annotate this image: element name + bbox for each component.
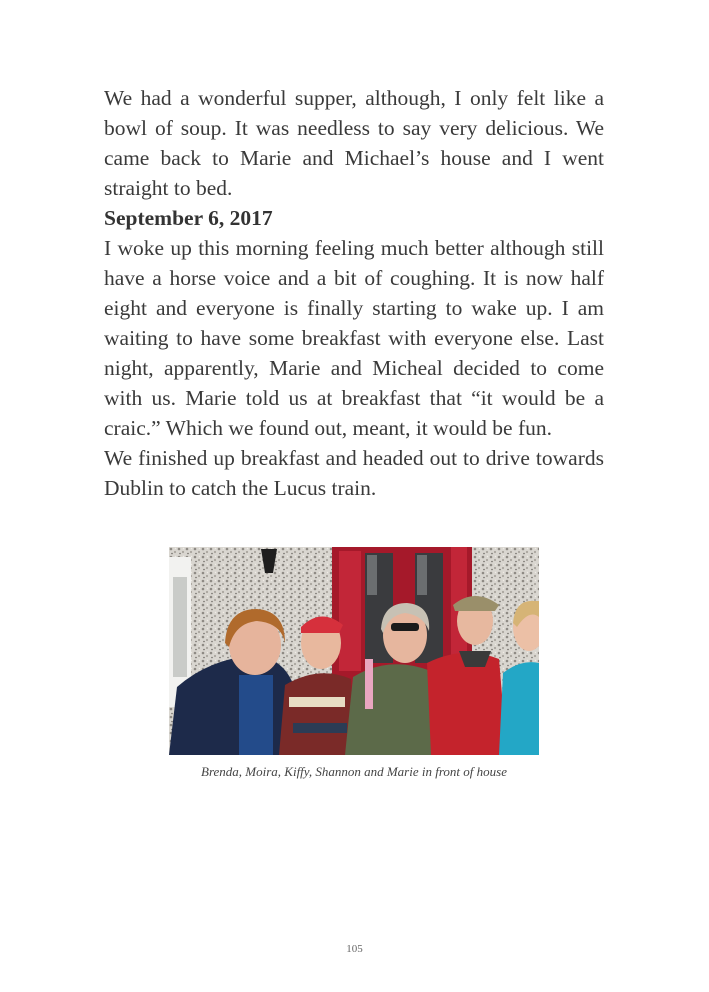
paragraph-supper: We had a wonderful supper, although, I only felt like a bowl of soup. It was needless to say very delicious. We came back to Marie and Michael’s house and I went straight to bed. xyxy=(104,86,604,200)
date-heading: September 6, 2017 xyxy=(104,206,273,230)
paragraph-departure: We finished up breakfast and headed out to drive towards Dublin to catch the Lucus train. xyxy=(104,446,604,500)
body-text xyxy=(104,83,604,503)
group-photo xyxy=(169,547,539,755)
page-number: 105 xyxy=(346,943,363,955)
paragraph-morning: I woke up this morning feeling much better although still have a horse voice and a bit of coughing. It is now half eight and everyone is finally starting to wake up. I am waiting to have some breakfast with everyone else. Last night, apparently, Marie and Micheal decided to come with us. Marie told us at breakfast that “it would be a craic.” Which we found out, meant, it would be fun. xyxy=(104,236,604,440)
photo-caption: Brenda, Moira, Kiffy, Shannon and Marie in front of house xyxy=(201,764,507,779)
